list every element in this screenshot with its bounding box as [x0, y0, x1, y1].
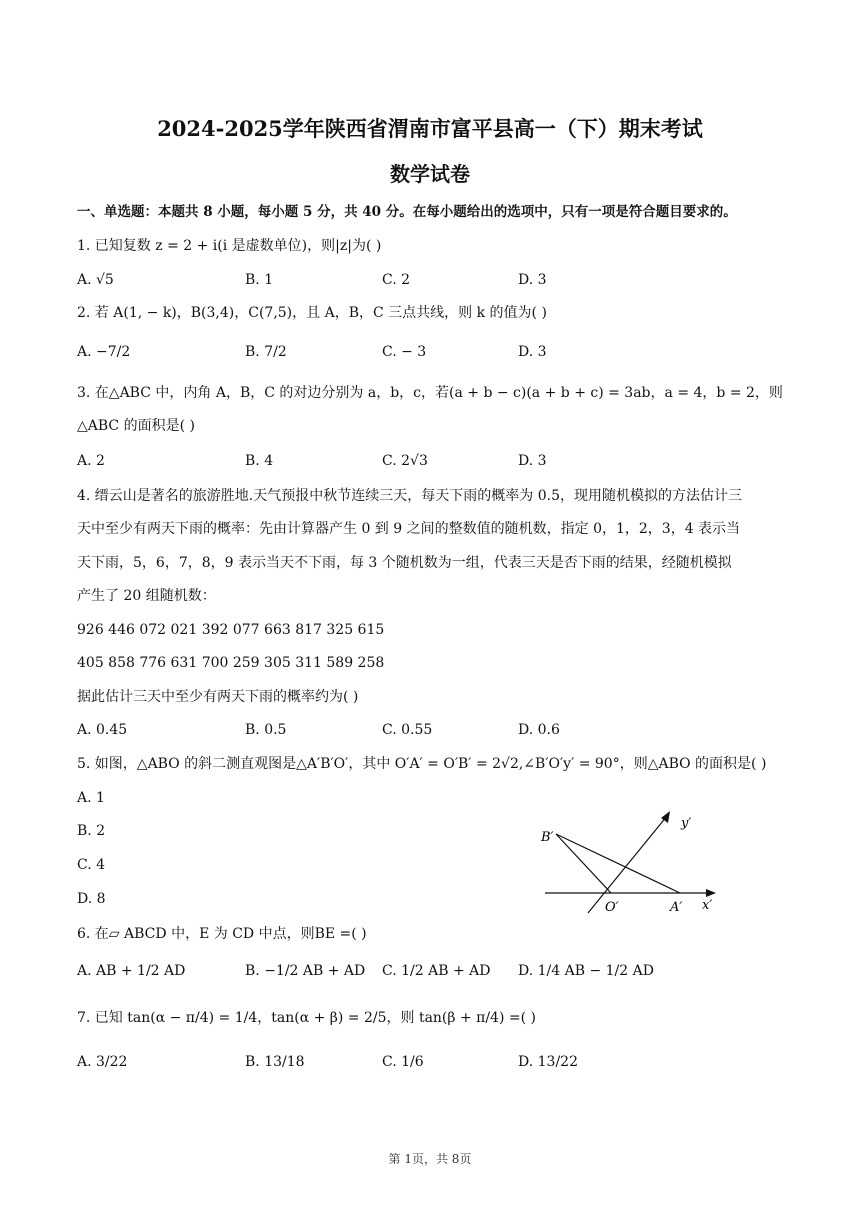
q1-option-c: C. 2: [382, 272, 411, 288]
q2-option-b: B. 7/2: [245, 344, 287, 360]
q6-option-b: B. −1/2 AB + AD: [245, 963, 366, 979]
q4-option-a: A. 0.45: [77, 722, 128, 738]
question-3-stem-line2: △ABC 的面积是( ): [77, 418, 195, 434]
x-axis-arrow: [706, 889, 716, 897]
question-4-prompt: 据此估计三天中至少有两天下雨的概率约为( ): [77, 689, 359, 705]
q4-option-d: D. 0.6: [518, 722, 560, 738]
q6-option-a: A. AB + 1/2 AD: [77, 963, 186, 979]
question-4-line4: 产生了 20 组随机数：: [77, 588, 216, 604]
question-4-line3: 天下雨，5，6，7，8，9 表示当天不下雨，每 3 个随机数为一组，代表三天是否下雨的结果，经随机模拟: [77, 555, 732, 571]
q2-option-c: C. − 3: [382, 344, 427, 360]
document-subtitle: 数学试卷: [390, 162, 470, 186]
document-title: 2024-2025学年陕西省渭南市富平县高一（下）期末考试: [157, 116, 703, 141]
question-6-stem: 6. 在▱ ABCD 中，E 为 CD 中点，则BE =( ): [77, 926, 367, 942]
q1-option-d: D. 3: [518, 272, 547, 288]
page-footer: 第 1页，共 8页: [388, 1152, 472, 1166]
q3-option-a: A. 2: [77, 453, 105, 469]
q7-option-d: D. 13/22: [518, 1054, 578, 1070]
q3-option-b: B. 4: [245, 453, 274, 469]
question-4-line1: 4. 缙云山是著名的旅游胜地.天气预报中秋节连续三天，每天下雨的概率为 0.5，现用随机模拟的方法估计三: [77, 488, 742, 504]
q5-option-a: A. 1: [77, 790, 105, 806]
q2-option-d: D. 3: [518, 344, 547, 360]
q6-option-d: D. 1/4 AB − 1/2 AD: [518, 963, 654, 979]
q3-option-c: C. 2√3: [382, 453, 428, 469]
q4-option-c: C. 0.55: [382, 722, 433, 738]
q5-option-d: D. 8: [77, 891, 106, 907]
q4-option-b: B. 0.5: [245, 722, 287, 738]
question-4-line2: 天中至少有两天下雨的概率：先由计算器产生 0 到 9 之间的整数值的随机数，指定 0，1，2，3，4 表示当: [77, 521, 741, 537]
y-axis-line: [588, 816, 667, 913]
label-y-prime: y′: [681, 816, 692, 831]
q7-option-c: C. 1/6: [382, 1054, 424, 1070]
question-5-stem: 5. 如图，△ABO 的斜二测直观图是△A′B′O′，其中 O′A′ = O′B′ = 2√2,∠B′O′y′ = 90°，则△ABO 的面积是( ): [77, 756, 767, 772]
q7-option-b: B. 13/18: [245, 1054, 305, 1070]
label-x-prime: x′: [702, 898, 713, 913]
q1-option-b: B. 1: [245, 272, 274, 288]
label-a-prime: A′: [670, 900, 683, 915]
question-3-stem-line1: 3. 在△ABC 中，内角 A，B，C 的对边分别为 a，b，c，若(a + b − c)(a + b + c) = 3ab，a = 4，b = 2，则: [77, 385, 783, 401]
oblique-projection-figure: [530, 805, 730, 915]
q5-option-b: B. 2: [77, 823, 106, 839]
question-2-stem: 2. 若 A(1, − k)，B(3,4)，C(7,5)，且 A，B，C 三点共线，则 k 的值为( ): [77, 305, 547, 321]
label-o-prime: O′: [605, 900, 619, 915]
q3-option-d: D. 3: [518, 453, 547, 469]
q1-option-a: A. √5: [77, 272, 114, 288]
random-numbers-row-2: 405 858 776 631 700 259 305 311 589 258: [77, 655, 385, 671]
segment-b-a: [556, 834, 680, 893]
section-heading: 一、单选题：本题共 8 小题，每小题 5 分，共 40 分。在每小题给出的选项中，只有一项是符合题目要求的。: [77, 204, 737, 220]
segment-b-o: [556, 834, 611, 893]
q2-option-a: A. −7/2: [77, 344, 131, 360]
question-1-stem: 1. 已知复数 z = 2 + i(i 是虚数单位)，则|z|为( ): [77, 238, 382, 254]
q5-option-c: C. 4: [77, 857, 106, 873]
question-7-stem: 7. 已知 tan(α − π/4) = 1/4，tan(α + β) = 2/5，则 tan(β + π/4) =( ): [77, 1010, 536, 1026]
q6-option-c: C. 1/2 AB + AD: [382, 963, 491, 979]
q7-option-a: A. 3/22: [77, 1054, 128, 1070]
label-b-prime: B′: [541, 830, 554, 845]
random-numbers-row-1: 926 446 072 021 392 077 663 817 325 615: [77, 622, 385, 638]
